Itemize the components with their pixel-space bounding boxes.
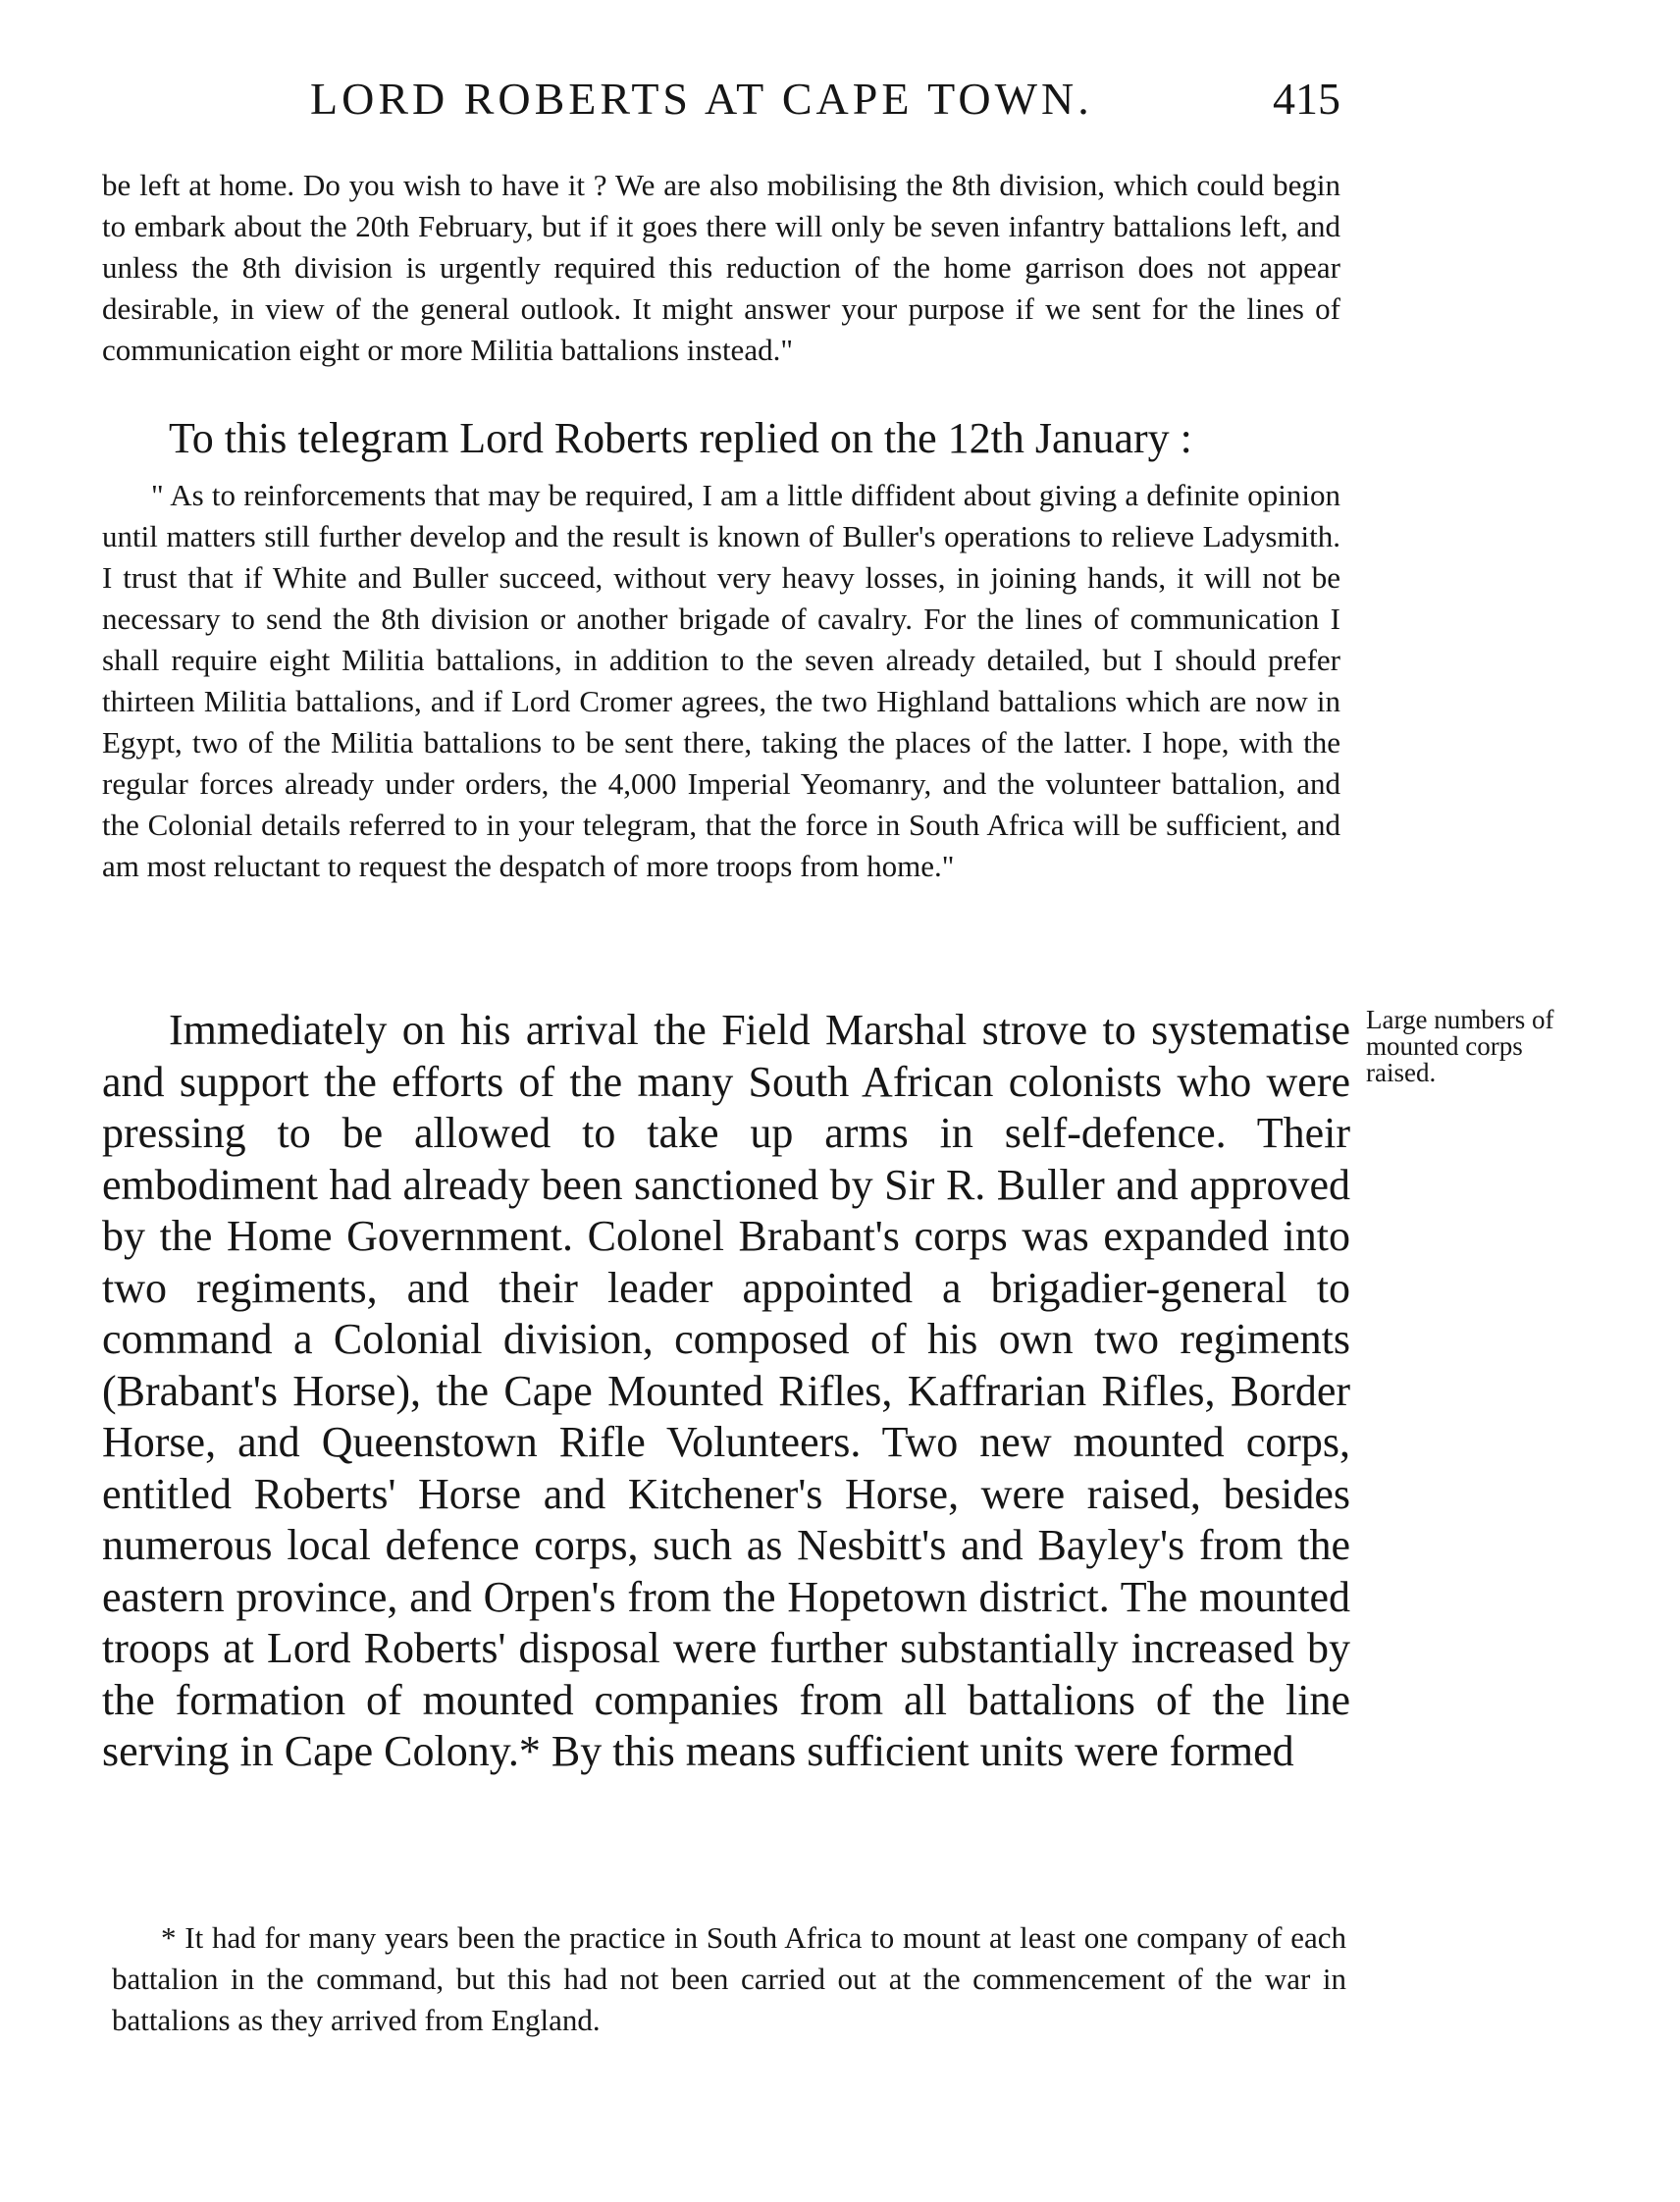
page-number: 415 — [1273, 74, 1340, 124]
footnote-block — [112, 1917, 1346, 2041]
transition-sentence: To this telegram Lord Roberts replied on the 12th January : — [169, 414, 1192, 462]
quote-block — [102, 475, 1340, 887]
opening-paragraph: be left at home. Do you wish to have it ? We are also mobilising the 8th division, which could begin to embark about the 20th February, but if it goes there will only be seven infantry battalions left, and unless the 8th division is urgently required this reduction of the home garrison does not appear desirable, in view of the general outlook. It might answer your purpose if we sent for the lines of communication eight or more Militia battalions instead." — [102, 168, 1340, 367]
transition-block — [102, 412, 1340, 465]
running-title: LORD ROBERTS AT CAPE TOWN. — [310, 74, 1093, 124]
main-paragraph-block — [102, 1005, 1350, 1778]
opening-paragraph-block — [102, 165, 1340, 371]
main-paragraph: Immediately on his arrival the Field Marshal strove to systematise and support the efforts of the many South African colonists who were pressing to be allowed to take up arms in self-defence. Their embodiment had already been sanctioned by Sir R. Buller and approved by the Home Government. Colonel Brabant's corps was expanded into two regiments, and their leader appointed a brigadier-general to command a Colonial division, composed of his own two regiments (Brabant's Horse), the Cape Mounted Rifles, Kaffrarian Rifles, Border Horse, and Queenstown Rifle Volunteers. Two new mounted corps, entitled Roberts' Horse and Kitchener's Horse, were raised, besides numerous local defence corps, such as Nesbitt's and Bayley's from the eastern province, and Orpen's from the Hopetown district. The mounted troops at Lord Roberts' disposal were further substantially increased by the formation of mounted companies from all battalions of the line serving in Cape Colony.* By this means sufficient units were formed — [102, 1006, 1350, 1775]
margin-note: Large numbers of mounted corps raised. — [1366, 1005, 1554, 1087]
running-head — [310, 73, 1340, 131]
footnote: * It had for many years been the practice in South Africa to mount at least one company of each battalion in the command, but this had not been carried out at the commencement of the war in battalions as they arrived from England. — [112, 1920, 1346, 2037]
quoted-telegram: " As to reinforcements that may be required, I am a little diffident about giving a definite opinion until matters still further develop and the result is known of Buller's operations to relieve Ladysmith. I trust that if White and Buller succeed, without very heavy losses, in joining hands, it will not be necessary to send the 8th division or another brigade of cavalry. For the lines of communication I shall require eight Militia battalions, in addition to the seven already detailed, but I should prefer thirteen Militia battalions, and if Lord Cromer agrees, the two Highland battalions which are now in Egypt, two of the Militia battalions to be sent there, taking the places of the latter. I hope, with the regular forces already under orders, the 4,000 Imperial Yeomanry, and the volunteer battalion, and the Colonial details referred to in your telegram, that the force in South Africa will be sufficient, and am most reluctant to request the despatch of more troops from home." — [102, 478, 1340, 883]
